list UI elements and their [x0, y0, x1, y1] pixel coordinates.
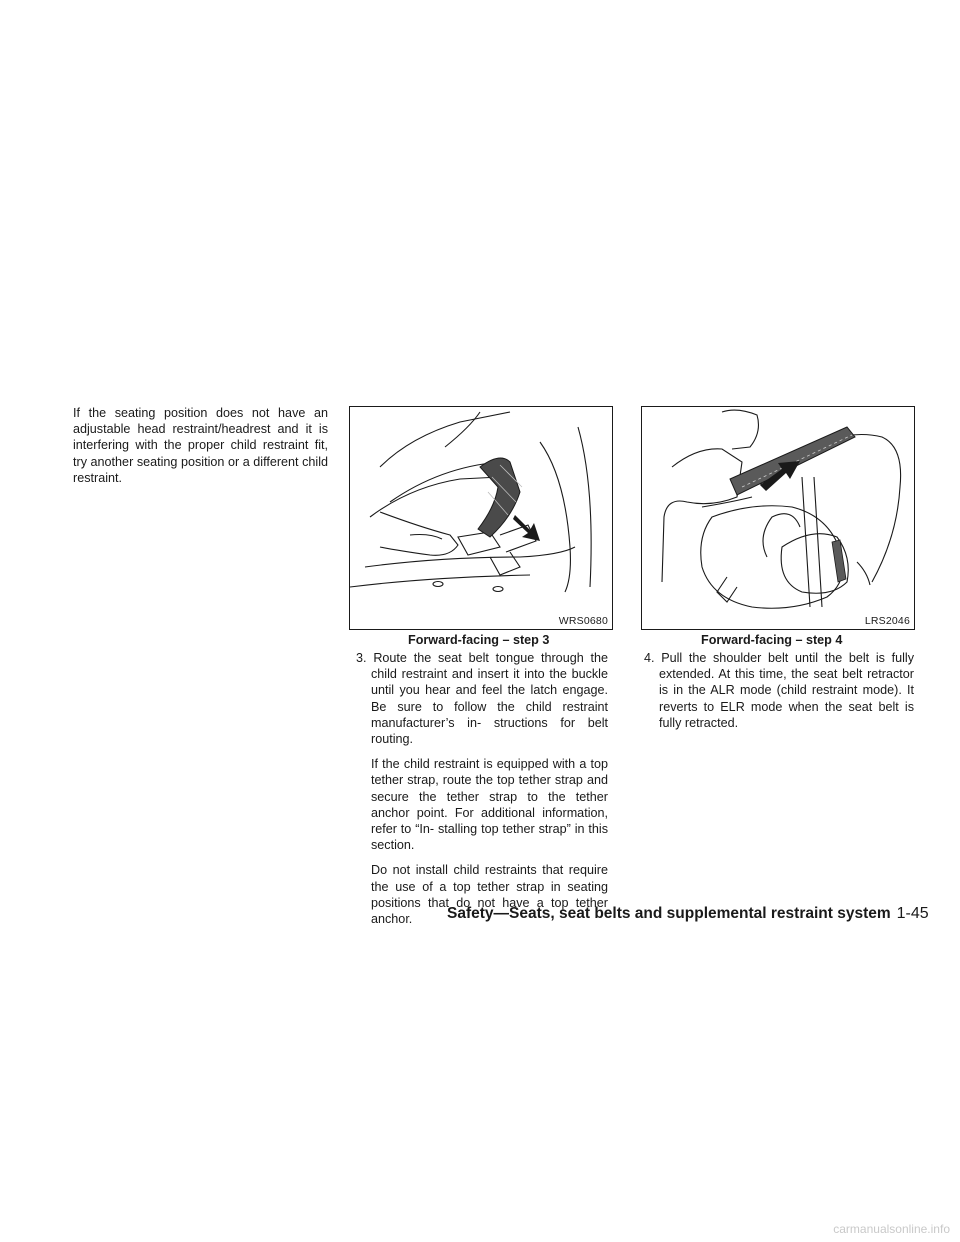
page-footer [447, 905, 929, 923]
footer-page-number: 1-45 [896, 905, 929, 922]
step-4-paragraph [644, 650, 914, 731]
step-3-number: 3. [356, 651, 367, 665]
figure-code: LRS2046 [864, 615, 910, 627]
figure-code: WRS0680 [558, 615, 608, 627]
intro-column [73, 405, 328, 495]
figure-caption-step-3: Forward-facing – step 3 [408, 633, 550, 647]
figure-caption-step-4: Forward-facing – step 4 [701, 633, 843, 647]
step-4-text: Pull the shoulder belt until the belt is fully extended. At this time, the seat belt retractor is in the ALR mode (child restraint mode). It reverts to ELR mode when the seat belt is fully retracted. [659, 651, 914, 730]
seat-belt-buckle-illustration [350, 407, 612, 629]
step-3-tether-paragraph: If the child restraint is equipped with a top tether strap, route the top tether strap and secure the tether strap to the tether anchor point. For additional information, refer to “In- stalling top tether strap” in this section. [371, 757, 608, 853]
step-3-text: Route the seat belt tongue through the child restraint and insert it into the buckle until you hear and feel the latch engage. Be sure to follow the child restraint manufacturer’s in- structions for belt routing. [371, 651, 608, 747]
step-4-number: 4. [644, 651, 655, 665]
intro-paragraph: If the seating position does not have an adjustable head restraint/headrest and it is interfering with the proper child restraint fit, try another seating position or a different child restraint. [73, 406, 328, 485]
step-3-warning-paragraph: Do not install child restraints that require the use of a top tether strap in seating positions that do not have a top tether anchor. [371, 863, 608, 927]
watermark: carmanualsonline.info [833, 1222, 950, 1236]
step-4-column [644, 650, 914, 740]
figure-step-3 [349, 406, 613, 630]
step-3-paragraph [356, 650, 608, 747]
shoulder-belt-pull-illustration [642, 407, 914, 629]
step-3-column [356, 650, 608, 936]
figure-step-4 [641, 406, 915, 630]
footer-section-title: Safety—Seats, seat belts and supplemental restraint system [447, 905, 891, 922]
